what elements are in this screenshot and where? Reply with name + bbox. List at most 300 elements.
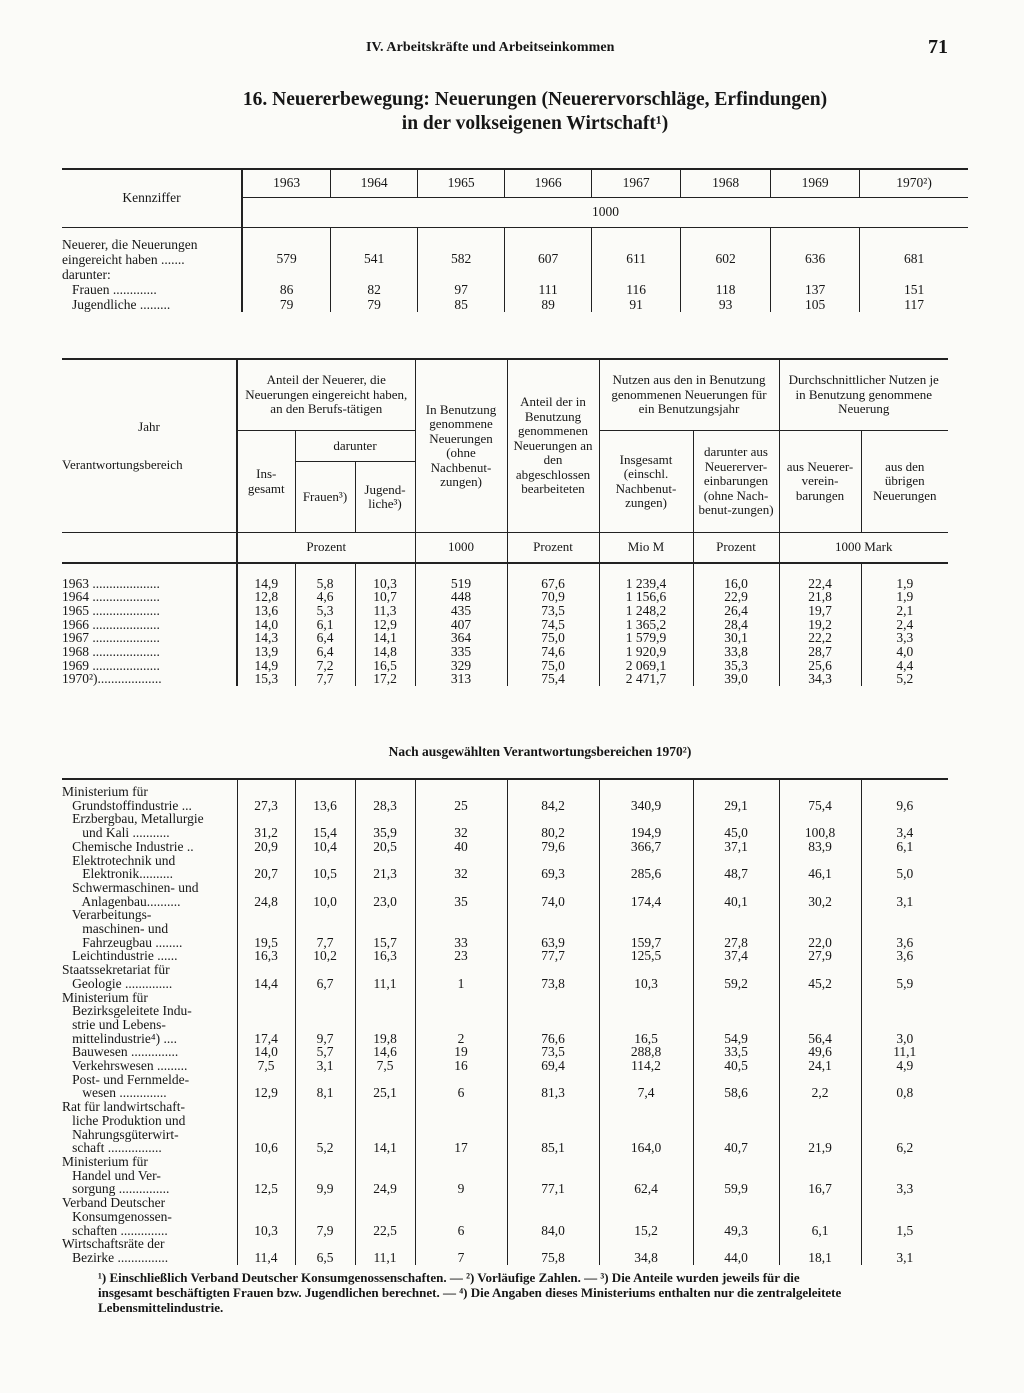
data-cell: 13,6 (237, 604, 295, 618)
data-cell: 93 (681, 297, 771, 312)
data-cell: 164,0 (599, 1100, 693, 1155)
data-cell: 5,2 (861, 672, 948, 686)
data-cell: 74,0 (507, 881, 599, 908)
data-cell: 100,8 (779, 812, 861, 839)
data-cell: 74,5 (507, 618, 599, 632)
col-header-benefit: Nutzen aus den in Benutzung genommenen Neuerungen für ein Benutzungsjahr (599, 359, 779, 431)
unit-label: 1000 (242, 197, 968, 227)
data-cell: 54,9 (693, 991, 779, 1046)
data-cell: 73,8 (507, 963, 599, 990)
data-cell: 6,1 (295, 618, 355, 632)
unit-percent: Prozent (237, 533, 415, 563)
data-cell: 14,6 (355, 1045, 415, 1059)
data-cell: 1 365,2 (599, 618, 693, 632)
data-cell: 1 239,4 (599, 577, 693, 591)
corner-label: Kennziffer (62, 169, 242, 227)
table-row (62, 840, 948, 854)
col-header-share-completed: Anteil der in Benutzung genommenen Neuerungen an den abgeschlossen bearbeiteten (507, 359, 599, 533)
data-cell: 111 (505, 282, 592, 297)
data-cell: 7,7 (295, 908, 355, 949)
data-cell: 10,6 (237, 1100, 295, 1155)
row-label: Neuerer, die Neuerungen eingereicht haben ....... (62, 237, 198, 267)
data-cell: 20,9 (237, 840, 295, 854)
table-row (62, 672, 948, 686)
data-cell: 5,2 (295, 1100, 355, 1155)
footnote-line: Lebensmittelindustrie. (98, 1300, 224, 1315)
data-cell: 3,1 (861, 881, 948, 908)
year-header: 1967 (592, 169, 681, 197)
row-label: Bauwesen .............. (62, 1044, 179, 1060)
data-cell: 13,9 (237, 645, 295, 659)
row-label: Staatssekretariat für Geologie .............. (62, 962, 173, 991)
footnote-line: ¹) Einschließlich Verband Deutscher Konsumgenossenschaften. — ²) Vorläufige Zahlen. — ³) Die Anteile wurden jeweils für die (98, 1270, 800, 1285)
table-row (62, 1045, 948, 1059)
data-cell: 24,1 (779, 1059, 861, 1073)
row-label: 1964 .................... (62, 589, 160, 605)
data-cell: 33,5 (693, 1045, 779, 1059)
table-row (62, 812, 948, 839)
row-label: Chemische Industrie .. (62, 838, 194, 854)
data-cell: 22,5 (355, 1196, 415, 1237)
data-cell: 10,3 (599, 963, 693, 990)
data-cell: 33,8 (693, 645, 779, 659)
data-cell: 89 (505, 297, 592, 312)
data-cell: 285,6 (599, 854, 693, 881)
col-header-avg-benefit: Durchschnittlicher Nutzen je in Benutzung genommene Neuerung (779, 359, 948, 431)
data-cell: 14,0 (237, 618, 295, 632)
data-cell: 1,9 (861, 577, 948, 591)
data-cell: 76,6 (507, 991, 599, 1046)
data-cell: 16,5 (599, 991, 693, 1046)
data-cell: 607 (505, 237, 592, 267)
data-cell: 602 (681, 237, 771, 267)
data-cell: 2,1 (861, 604, 948, 618)
data-cell: 83,9 (779, 840, 861, 854)
data-cell: 19,2 (779, 618, 861, 632)
data-cell: 77,7 (507, 949, 599, 963)
data-cell: 67,6 (507, 577, 599, 591)
data-cell: 30,2 (779, 881, 861, 908)
data-cell: 20,5 (355, 840, 415, 854)
data-cell: 17 (415, 1100, 507, 1155)
data-cell: 25,1 (355, 1073, 415, 1100)
data-cell: 14,1 (355, 631, 415, 645)
data-cell: 313 (415, 672, 507, 686)
year-header: 1965 (418, 169, 505, 197)
footnote-line: insgesamt beschäftigten Frauen bzw. Jugendlichen berechnet. — ⁴) Die Angaben dieses Ministeriums enthalten nur die zentralgeleitete (98, 1285, 842, 1300)
data-cell: 18,1 (779, 1237, 861, 1264)
data-cell: 45,0 (693, 812, 779, 839)
data-cell: 40 (415, 840, 507, 854)
data-cell: 3,3 (861, 1155, 948, 1196)
data-cell: 69,4 (507, 1059, 599, 1073)
row-label: Wirtschaftsräte der Bezirke ............... (62, 1236, 169, 1265)
data-cell: 6,2 (861, 1100, 948, 1155)
footnotes (98, 1270, 968, 1315)
year-header: 1970²) (860, 169, 968, 197)
data-cell: 1 (415, 963, 507, 990)
year-header: 1963 (242, 169, 331, 197)
data-cell: 32 (415, 812, 507, 839)
data-cell: 4,9 (861, 1059, 948, 1073)
row-label: Erzbergbau, Metallurgie und Kali ........... (72, 811, 204, 841)
data-cell: 9,7 (295, 991, 355, 1046)
col-header-in-use: In Benutzung genommene Neuerungen (ohne Nachbenut-zungen) (415, 359, 507, 533)
data-cell: 7,5 (237, 1059, 295, 1073)
data-cell: 1 248,2 (599, 604, 693, 618)
data-cell: 15,7 (355, 908, 415, 949)
table-row (62, 881, 948, 908)
data-cell: 15,3 (237, 672, 295, 686)
data-cell: 329 (415, 659, 507, 673)
data-cell: 541 (331, 237, 418, 267)
data-cell: 3,0 (861, 991, 948, 1046)
data-cell: 56,4 (779, 991, 861, 1046)
unit-mio-m: Mio M (599, 533, 693, 563)
page-number: 71 (928, 36, 948, 58)
table-row (62, 854, 948, 881)
data-cell: 85,1 (507, 1100, 599, 1155)
data-cell: 21,3 (355, 854, 415, 881)
data-cell: 28,3 (355, 785, 415, 812)
data-cell: 11,3 (355, 604, 415, 618)
data-cell: 22,4 (779, 577, 861, 591)
data-cell: 49,3 (693, 1196, 779, 1237)
row-label: Leichtindustrie ...... (62, 948, 178, 964)
table-row (62, 631, 948, 645)
data-cell: 10,4 (295, 840, 355, 854)
table-row (62, 908, 948, 949)
data-cell: 8,1 (295, 1073, 355, 1100)
data-cell: 40,7 (693, 1100, 779, 1155)
data-cell: 3,3 (861, 631, 948, 645)
data-cell: 21,9 (779, 1100, 861, 1155)
data-cell: 26,4 (693, 604, 779, 618)
data-cell: 19,5 (237, 908, 295, 949)
data-cell: 79,6 (507, 840, 599, 854)
col-header-benefit-agreements: darunter aus Neuererver-einbarungen (ohne Nach-benut-zungen) (693, 431, 779, 533)
data-cell: 5,7 (295, 1045, 355, 1059)
unit-thousand: 1000 (415, 533, 507, 563)
data-cell: 49,6 (779, 1045, 861, 1059)
data-cell: 116 (592, 282, 681, 297)
data-cell: 48,7 (693, 854, 779, 881)
data-cell: 35 (415, 881, 507, 908)
responsibility-areas-table (62, 778, 948, 1265)
col-header-darunter: darunter (295, 431, 415, 462)
data-cell: 12,9 (237, 1073, 295, 1100)
table-row (62, 1237, 948, 1264)
data-cell: 2 (415, 991, 507, 1046)
table-row (62, 785, 948, 812)
data-cell: 3,4 (861, 812, 948, 839)
data-cell: 611 (592, 237, 681, 267)
data-cell: 5,0 (861, 854, 948, 881)
data-cell: 7 (415, 1237, 507, 1264)
data-cell: 137 (771, 282, 860, 297)
data-cell: 7,9 (295, 1196, 355, 1237)
data-cell: 3,6 (861, 908, 948, 949)
data-cell: 27,3 (237, 785, 295, 812)
data-cell: 14,0 (237, 1045, 295, 1059)
row-label: Post- und Fernmelde- wesen .............. (72, 1071, 190, 1101)
data-cell: 288,8 (599, 1045, 693, 1059)
data-cell: 22,9 (693, 590, 779, 604)
data-cell: 6,7 (295, 963, 355, 990)
table-row (62, 577, 948, 591)
data-cell: 58,6 (693, 1073, 779, 1100)
data-cell: 7,5 (355, 1059, 415, 1073)
data-cell: 25,6 (779, 659, 861, 673)
data-cell: 117 (860, 297, 968, 312)
table-row (62, 949, 948, 963)
row-label: 1968 .................... (62, 644, 160, 660)
data-cell: 75,4 (779, 785, 861, 812)
data-cell: 194,9 (599, 812, 693, 839)
data-cell: 24,8 (237, 881, 295, 908)
data-cell: 80,2 (507, 812, 599, 839)
data-cell: 69,3 (507, 854, 599, 881)
col-header-youth: Jugend-liche³) (355, 462, 415, 533)
row-label: Ministerium für Bezirksgeleitete Indu- strie und Lebens- mittelindustrie⁴) .... (62, 989, 192, 1046)
unit-percent: Prozent (693, 533, 779, 563)
data-cell: 25 (415, 785, 507, 812)
data-cell: 21,8 (779, 590, 861, 604)
data-cell: 75,0 (507, 659, 599, 673)
data-cell: 14,3 (237, 631, 295, 645)
data-cell: 28,7 (779, 645, 861, 659)
data-cell: 335 (415, 645, 507, 659)
row-label: 1966 .................... (62, 616, 160, 632)
data-cell: 59,2 (693, 963, 779, 990)
data-cell: 10,3 (237, 1196, 295, 1237)
data-cell: 23,0 (355, 881, 415, 908)
data-cell: 2 471,7 (599, 672, 693, 686)
data-cell: 4,4 (861, 659, 948, 673)
data-cell: 6,4 (295, 645, 355, 659)
data-cell: 35,3 (693, 659, 779, 673)
data-cell: 27,9 (779, 949, 861, 963)
data-cell: 17,4 (237, 991, 295, 1046)
data-cell: 82 (331, 282, 418, 297)
data-cell: 2 069,1 (599, 659, 693, 673)
data-cell: 11,1 (355, 1237, 415, 1264)
data-cell: 159,7 (599, 908, 693, 949)
data-cell: 174,4 (599, 881, 693, 908)
data-cell: 11,4 (237, 1237, 295, 1264)
data-cell: 4,0 (861, 645, 948, 659)
data-cell: 16 (415, 1059, 507, 1073)
data-cell: 35,9 (355, 812, 415, 839)
row-label: Elektrotechnik und Elektronik.......... (72, 852, 176, 882)
data-cell: 97 (418, 282, 505, 297)
data-cell: 73,5 (507, 604, 599, 618)
data-cell: 366,7 (599, 840, 693, 854)
data-cell: 62,4 (599, 1155, 693, 1196)
data-cell: 84,2 (507, 785, 599, 812)
data-cell: 364 (415, 631, 507, 645)
data-cell: 16,3 (237, 949, 295, 963)
data-cell: 79 (242, 297, 331, 312)
data-cell: 84,0 (507, 1196, 599, 1237)
data-cell: 14,4 (237, 963, 295, 990)
data-cell: 46,1 (779, 854, 861, 881)
data-cell: 37,1 (693, 840, 779, 854)
row-label: 1970²)................... (62, 671, 162, 687)
data-cell: 105 (771, 297, 860, 312)
data-cell: 44,0 (693, 1237, 779, 1264)
data-cell: 9 (415, 1155, 507, 1196)
data-cell: 81,3 (507, 1073, 599, 1100)
data-cell: 12,5 (237, 1155, 295, 1196)
row-label: Verband Deutscher Konsumgenossen- schaften .............. (62, 1195, 172, 1238)
col-header-share: Anteil der Neuerer, die Neuerungen eingereicht haben, an den Berufs-tätigen (237, 359, 415, 431)
data-cell: 0,8 (861, 1073, 948, 1100)
row-label: Schwermaschinen- und Anlagenbau.......... (72, 879, 199, 909)
data-cell: 91 (592, 297, 681, 312)
year-header: 1969 (771, 169, 860, 197)
data-cell: 17,2 (355, 672, 415, 686)
data-cell: 85 (418, 297, 505, 312)
data-cell: 340,9 (599, 785, 693, 812)
data-cell: 22,0 (779, 908, 861, 949)
data-cell: 3,1 (861, 1237, 948, 1264)
row-label: Verarbeitungs- maschinen- und Fahrzeugbau ........ (71, 907, 183, 950)
data-cell: 37,4 (693, 949, 779, 963)
data-cell: 5,8 (295, 577, 355, 591)
data-cell: 73,5 (507, 1045, 599, 1059)
table-row (62, 604, 948, 618)
data-cell: 75,0 (507, 631, 599, 645)
data-cell: 636 (771, 237, 860, 267)
data-cell: 45,2 (779, 963, 861, 990)
data-cell: 407 (415, 618, 507, 632)
year-header: 1964 (331, 169, 418, 197)
data-cell: 12,9 (355, 618, 415, 632)
data-cell: 70,9 (507, 590, 599, 604)
data-cell: 63,9 (507, 908, 599, 949)
data-cell: 14,9 (237, 659, 295, 673)
data-cell: 6 (415, 1073, 507, 1100)
table-row (62, 645, 948, 659)
data-cell: 20,7 (237, 854, 295, 881)
col-header-avg-other: aus den übrigen Neuerungen (861, 431, 948, 533)
data-cell: 5,9 (861, 963, 948, 990)
innovation-indicators-table (62, 358, 948, 686)
table-row (62, 590, 948, 604)
data-cell: 29,1 (693, 785, 779, 812)
data-cell: 16,5 (355, 659, 415, 673)
year-header: 1966 (505, 169, 592, 197)
data-cell: 31,2 (237, 812, 295, 839)
data-cell: 1 156,6 (599, 590, 693, 604)
data-cell: 6 (415, 1196, 507, 1237)
data-cell: 3,6 (861, 949, 948, 963)
data-cell: 1,9 (861, 590, 948, 604)
table-title (120, 88, 950, 136)
data-cell: 9,9 (295, 1155, 355, 1196)
table-row (62, 1196, 948, 1237)
data-cell: 19,8 (355, 991, 415, 1046)
data-cell: 582 (418, 237, 505, 267)
data-cell: 14,1 (355, 1100, 415, 1155)
data-cell: 6,4 (295, 631, 355, 645)
data-cell: 74,6 (507, 645, 599, 659)
data-cell: 32 (415, 854, 507, 881)
data-cell: 16,0 (693, 577, 779, 591)
data-cell: 6,1 (779, 1196, 861, 1237)
data-cell: 27,8 (693, 908, 779, 949)
table-row (62, 1059, 948, 1073)
data-cell: 75,4 (507, 672, 599, 686)
data-cell: 10,5 (295, 854, 355, 881)
data-cell: 39,0 (693, 672, 779, 686)
row-label: darunter: (62, 267, 111, 282)
row-label: Frauen ............. (72, 282, 157, 297)
data-cell: 15,2 (599, 1196, 693, 1237)
data-cell: 2,2 (779, 1073, 861, 1100)
data-cell: 79 (331, 297, 418, 312)
data-cell: 2,4 (861, 618, 948, 632)
col-header-benefit-total: Insgesamt (einschl. Nachbenut-zungen) (599, 431, 693, 533)
data-cell: 10,0 (295, 881, 355, 908)
col-header-avg-agreements: aus Neuerer-verein-barungen (779, 431, 861, 533)
data-cell: 86 (242, 282, 331, 297)
data-cell: 681 (860, 237, 968, 267)
data-cell: 6,5 (295, 1237, 355, 1264)
data-cell: 33 (415, 908, 507, 949)
table-title-line1: 16. Neuererbewegung: Neuerungen (Neuerervorschläge, Erfindungen) (242, 89, 828, 110)
table-row (62, 659, 948, 673)
data-cell: 118 (681, 282, 771, 297)
data-cell: 114,2 (599, 1059, 693, 1073)
table-row (62, 991, 948, 1046)
data-cell: 10,2 (295, 949, 355, 963)
innovators-table (62, 168, 968, 312)
unit-thousand-mark: 1000 Mark (779, 533, 948, 563)
row-label: Ministerium für Handel und Ver- sorgung ............... (62, 1153, 170, 1197)
unit-percent: Prozent (507, 533, 599, 563)
data-cell: 34,3 (779, 672, 861, 686)
data-cell: 7,7 (295, 672, 355, 686)
row-label: 1967 .................... (62, 630, 160, 646)
data-cell: 15,4 (295, 812, 355, 839)
table-title-line2: in der volkseigenen Wirtschaft¹) (401, 113, 669, 134)
row-label: Ministerium für Grundstoffindustrie ... (62, 784, 192, 813)
col-header-women: Frauen³) (295, 462, 355, 533)
row-label: 1969 .................... (62, 657, 160, 673)
data-cell: 14,8 (355, 645, 415, 659)
data-cell: 9,6 (861, 785, 948, 812)
data-cell: 7,2 (295, 659, 355, 673)
data-cell: 77,1 (507, 1155, 599, 1196)
data-cell: 14,9 (237, 577, 295, 591)
data-cell: 435 (415, 604, 507, 618)
data-cell: 6,1 (861, 840, 948, 854)
table-row (62, 618, 948, 632)
data-cell: 59,9 (693, 1155, 779, 1196)
col-header-total: Ins-gesamt (237, 431, 295, 533)
section-title: IV. Arbeitskräfte und Arbeitseinkommen (366, 40, 615, 55)
data-cell: 448 (415, 590, 507, 604)
data-cell: 23 (415, 949, 507, 963)
data-cell: 22,2 (779, 631, 861, 645)
data-cell: 10,3 (355, 577, 415, 591)
data-cell: 579 (242, 237, 331, 267)
row-header: Jahr Verantwortungsbereich (62, 359, 237, 533)
data-cell: 34,8 (599, 1237, 693, 1264)
data-cell: 12,8 (237, 590, 295, 604)
